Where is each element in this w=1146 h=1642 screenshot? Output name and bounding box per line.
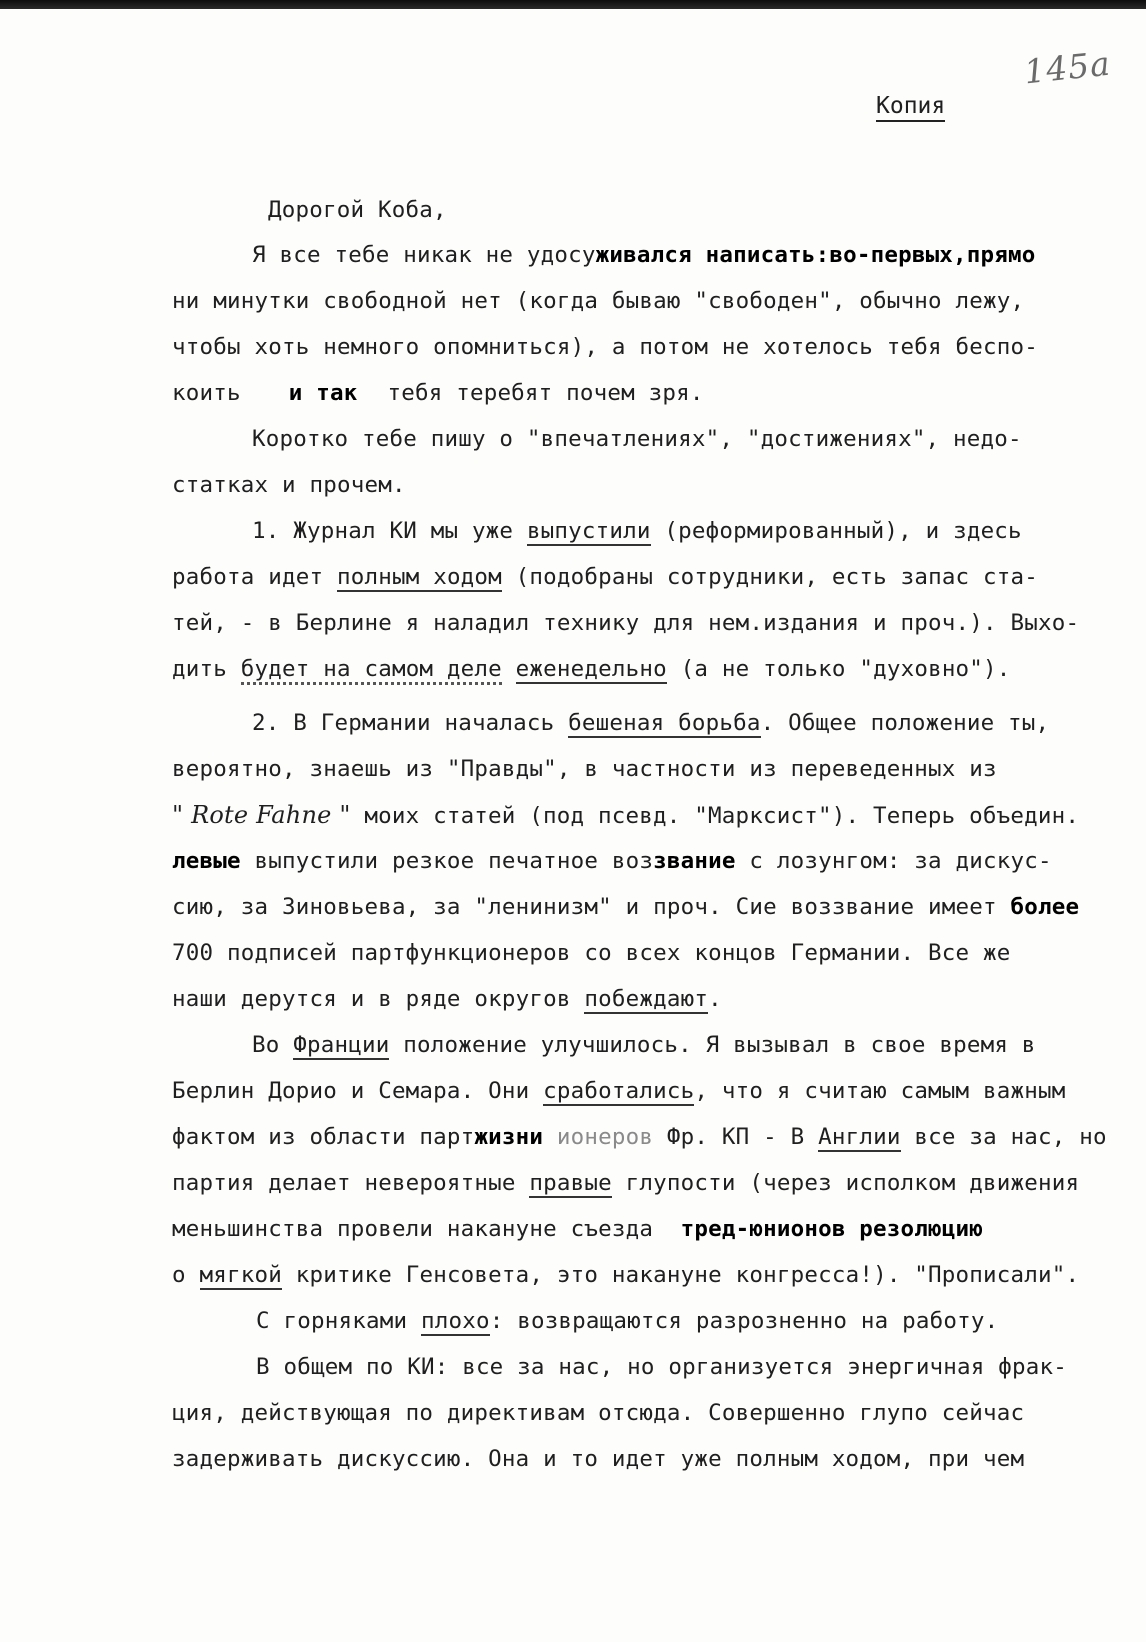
typed-text: С горняками xyxy=(256,1308,421,1334)
typed-text: с лозунгом: за дискус- xyxy=(735,848,1052,874)
underlined-text: полным ходом xyxy=(336,564,502,590)
typed-text: Берлин Дорио и Семара. Они xyxy=(172,1078,544,1104)
underlined-text: еженедельно xyxy=(515,656,667,682)
typed-text: моих статей (под псевд. "Марксист"). Теперь объедин. xyxy=(350,803,1080,829)
text-line: чтобы хоть немного опомниться), а потом не хотелось тебя беспо- xyxy=(172,334,1039,360)
text-line xyxy=(252,516,1146,546)
typed-text: все за нас, но xyxy=(900,1124,1107,1150)
typed-text: дить xyxy=(172,656,241,682)
underlined-text: побеждают xyxy=(584,986,709,1012)
typed-text: глупости (через исполком движения xyxy=(611,1170,1080,1196)
text-line: Коротко тебе пишу о "впечатлениях", "достижениях", недо- xyxy=(252,426,1022,452)
text-line xyxy=(172,1260,1112,1290)
text-line xyxy=(256,1306,1146,1336)
typed-text: 1. Журнал КИ мы уже xyxy=(252,518,527,544)
typed-text: фактом из области парт xyxy=(172,1124,475,1150)
text-line xyxy=(172,1168,1112,1198)
handwritten-insertion: тред-юнионов резолюцию xyxy=(680,1216,984,1242)
text-line xyxy=(172,846,1112,876)
typed-text: 2. В Германии началась xyxy=(252,710,569,736)
underlined-text: мягкой xyxy=(199,1262,282,1288)
handwritten-insertion: живался написать:во-первых,прямо xyxy=(595,242,1036,268)
archive-number: 145a xyxy=(1022,43,1113,92)
text-line: статках и прочем. xyxy=(172,472,406,498)
text-line: вероятно, знаешь из "Правды", в частности из переведенных из xyxy=(172,756,997,782)
handwritten-insertion: жизни xyxy=(474,1124,544,1150)
copy-label: Копия xyxy=(876,92,945,122)
text-line: ни минутки свободной нет (когда бываю "свободен", обычно лежу, xyxy=(172,288,1025,314)
underlined-text: бешеная борьба xyxy=(568,710,761,736)
typed-text: сию, за Зиновьева, за "ленинизм" и проч. Сие воззвание имеет xyxy=(172,894,1011,920)
handwritten-insertion: звание xyxy=(653,848,736,874)
text-line xyxy=(252,240,1146,270)
text-line xyxy=(172,378,1112,408)
handwritten-insertion: и так xyxy=(288,380,358,406)
typed-text: , что я считаю самым важным xyxy=(694,1078,1066,1104)
dotted-underlined-text: будет на самом деле xyxy=(241,656,502,685)
text-line xyxy=(172,1076,1112,1106)
salutation: Дорогой Коба, xyxy=(268,197,447,223)
typed-text: о xyxy=(172,1262,200,1288)
scan-top-edge xyxy=(0,0,1146,9)
typed-text: меньшинства провели накануне съезда xyxy=(172,1216,681,1242)
text-line xyxy=(172,892,1112,922)
typed-text: коить xyxy=(172,380,241,406)
text-line xyxy=(172,654,1112,684)
typed-text: Во xyxy=(252,1032,294,1058)
text-line xyxy=(172,1122,1112,1152)
typed-text: (подобраны сотрудники, есть запас ста- xyxy=(501,564,1039,590)
handwritten-insertion: более xyxy=(1010,894,1080,920)
typed-text xyxy=(502,656,516,682)
underlined-text: Англии xyxy=(818,1124,901,1150)
text-line xyxy=(172,1214,1112,1244)
typed-text: . Общее положение ты, xyxy=(760,710,1050,736)
typed-text: (реформированный), и здесь xyxy=(650,518,1022,544)
typed-text: наши дерутся и в ряде округов xyxy=(172,986,585,1012)
faded-typed-text: ионеров xyxy=(543,1124,654,1150)
underlined-text: плохо xyxy=(420,1308,490,1334)
typed-text: . xyxy=(708,986,722,1012)
underlined-text: сработались xyxy=(543,1078,695,1104)
typed-text: тебя теребят почем зря. xyxy=(387,380,704,406)
text-line: В общем по КИ: все за нас, но организуется энергичная фрак- xyxy=(256,1354,1068,1380)
handwritten-insertion: " Rote Fahne " xyxy=(172,801,351,829)
text-line xyxy=(252,708,1146,738)
typed-text: Я все тебе никак не удосу xyxy=(252,242,596,268)
typed-text: партия делает невероятные xyxy=(172,1170,530,1196)
typed-text: работа идет xyxy=(172,564,337,590)
typed-text: критике Генсовета, это накануне конгресса!). "Прописали". xyxy=(281,1262,1080,1288)
underlined-text: правые xyxy=(529,1170,612,1196)
text-line xyxy=(252,1030,1146,1060)
typed-text: (а не только "духовно"). xyxy=(666,656,1011,682)
underlined-text: выпустили xyxy=(526,518,651,544)
text-line xyxy=(172,984,1112,1014)
text-line: задерживать дискуссию. Она и то идет уже полным ходом, при чем xyxy=(172,1446,1025,1472)
typed-text: Фр. КП - В xyxy=(653,1124,819,1150)
text-line xyxy=(172,800,1112,831)
typed-text: выпустили резкое печатное воз xyxy=(240,848,654,874)
text-line: тей, - в Берлине я наладил технику для нем.издания и проч.). Выхо- xyxy=(172,610,1080,636)
typed-text: : возвращаются разрозненно на работу. xyxy=(489,1308,999,1334)
underlined-text: Франции xyxy=(293,1032,390,1058)
text-line xyxy=(172,562,1112,592)
typed-text: положение улучшилось. Я вызывал в свое время в xyxy=(389,1032,1036,1058)
text-line: 700 подписей партфункционеров со всех концов Германии. Все же xyxy=(172,940,1011,966)
text-line: ция, действующая по директивам отсюда. Совершенно глупо сейчас xyxy=(172,1400,1025,1426)
handwritten-insertion: левые xyxy=(172,848,241,874)
